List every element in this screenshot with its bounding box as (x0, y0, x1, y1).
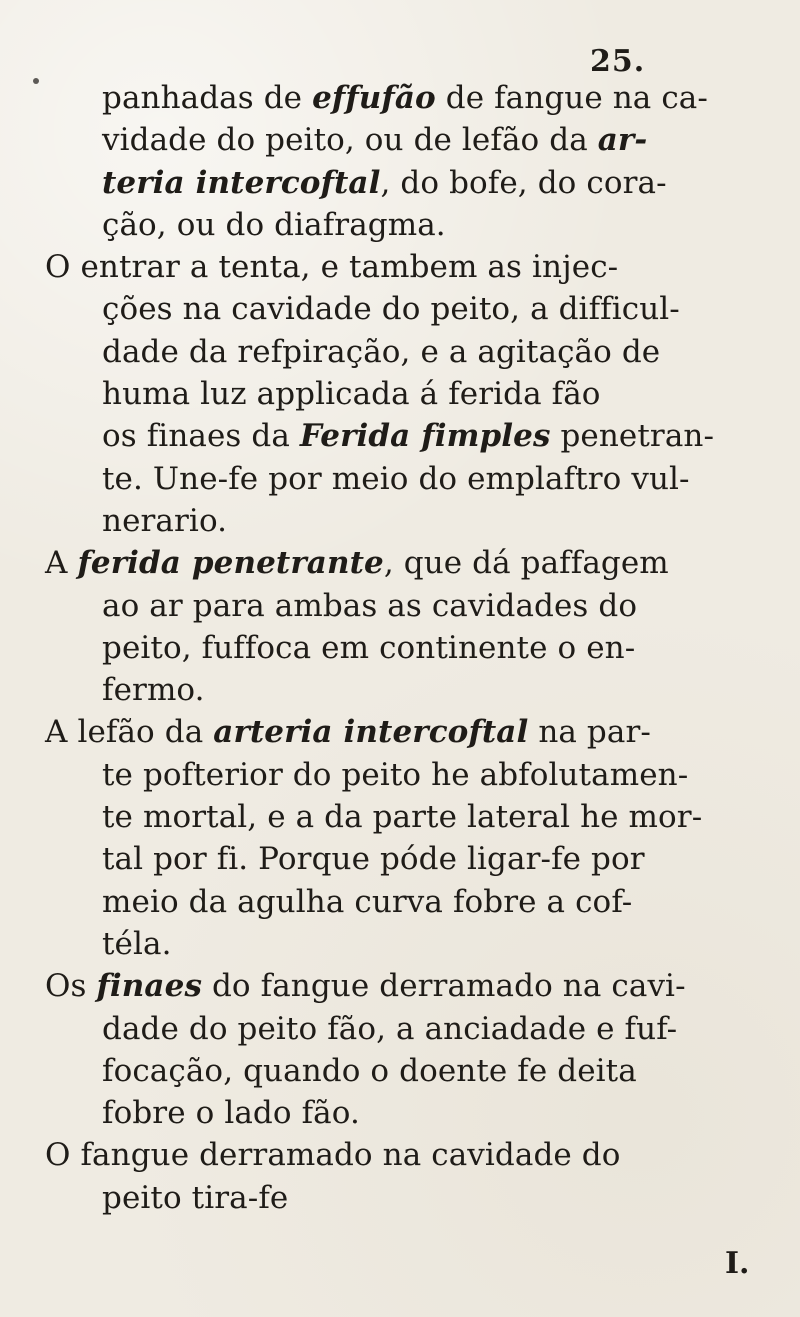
text-line-9: os finaes da Ferida fimples penetran- (102, 418, 715, 455)
text-line-6: ções na cavidade do peito, a difficul- (102, 291, 680, 328)
text-line-2: vidade do peito, ou de lefão da ar- (102, 122, 648, 159)
text-line-23: dade do peito fão, a anciadade e fuf- (102, 1010, 678, 1047)
text-line-5: O entrar a tenta, e tambem as injec- (45, 249, 619, 286)
text-line-22: Os finaes do fangue derramado na cavi- (45, 968, 686, 1005)
page-text (45, 77, 765, 1219)
text-line-7: dade da refpiração, e a agitação de (102, 333, 661, 370)
text-line-1: panhadas de effufão de fangue na ca- (102, 80, 708, 116)
text-line-15: fermo. (102, 672, 205, 709)
text-line-27: peito tira-fe (102, 1179, 289, 1216)
text-line-16: A lefão da arteria intercoftal na par- (45, 714, 651, 751)
text-line-24: focação, quando o doente fe deita (102, 1052, 637, 1089)
text-line-12: A ferida penetrante, que dá paffagem (45, 545, 669, 582)
text-line-14: peito, fuffoca em continente o en- (102, 629, 636, 666)
text-line-8: huma luz applicada á ferida fão (102, 376, 601, 413)
text-line-26: O fangue derramado na cavidade do (45, 1137, 621, 1174)
text-line-25: fobre o lado fão. (102, 1095, 360, 1132)
text-line-21: téla. (102, 925, 172, 962)
text-line-4: ção, ou do diafragma. (102, 206, 446, 243)
printer-mark (33, 78, 39, 84)
text-line-20: meio da agulha curva fobre a cof- (102, 883, 633, 920)
catchword: I. (725, 1246, 750, 1281)
text-line-19: tal por fi. Porque póde ligar-fe por (102, 841, 645, 878)
text-line-3: teria intercoftal, do bofe, do cora- (102, 164, 667, 201)
text-line-18: te mortal, e a da parte lateral he mor- (102, 799, 703, 836)
text-line-17: te pofterior do peito he abfolutamen- (102, 756, 689, 793)
text-line-10: te. Une-fe por meio do emplaftro vul- (102, 460, 690, 497)
page-number: 25. (590, 44, 646, 79)
text-line-11: nerario. (102, 502, 228, 539)
text-line-13: ao ar para ambas as cavidades do (102, 587, 638, 624)
